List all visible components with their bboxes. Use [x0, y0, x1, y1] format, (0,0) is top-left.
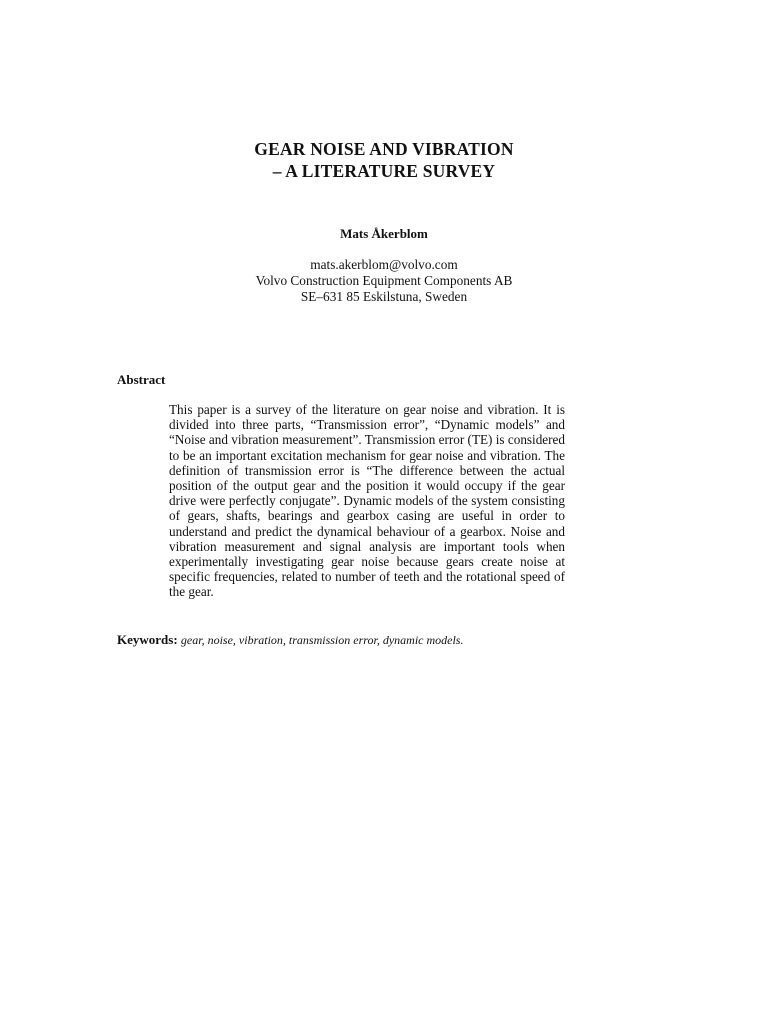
abstract-heading: Abstract — [117, 372, 166, 387]
author-email: mats.akerblom@volvo.com — [310, 257, 458, 272]
paper-title — [0, 138, 768, 182]
title-line-2: – A LITERATURE SURVEY — [272, 161, 496, 181]
author-affiliation — [0, 257, 768, 305]
keywords-list: gear, noise, vibration, transmission error, dynamic models. — [180, 633, 464, 647]
keywords-line — [117, 632, 463, 648]
author-name: Mats Åkerblom — [340, 226, 428, 241]
keywords-label: Keywords: — [117, 632, 178, 647]
author-organization: Volvo Construction Equipment Components AB — [255, 273, 513, 288]
abstract-body: This paper is a survey of the literature on gear noise and vibration. It is divided into three parts, “Transmission error”, “Dynamic models” and “Noise and vibration measurement”. Transmission error (TE) is considered to be an important excitation mechanism for gear noise and vibration. The definition of transmission error is “The difference between the actual position of the output gear and the position it would occupy if the gear drive were perfectly conjugate”. Dynamic models of the system consisting of gears, shafts, bearings and gearbox casing are useful in order to understand and predict the dynamical behaviour of a gearbox. Noise and vibration measurement and signal analysis are important tools when experimentally investigating gear noise because gears create noise at specific frequencies, related to number of teeth and the rotational speed of the gear. — [169, 402, 565, 600]
author-address: SE–631 85 Eskilstuna, Sweden — [300, 289, 468, 304]
title-line-1: GEAR NOISE AND VIBRATION — [254, 139, 514, 159]
